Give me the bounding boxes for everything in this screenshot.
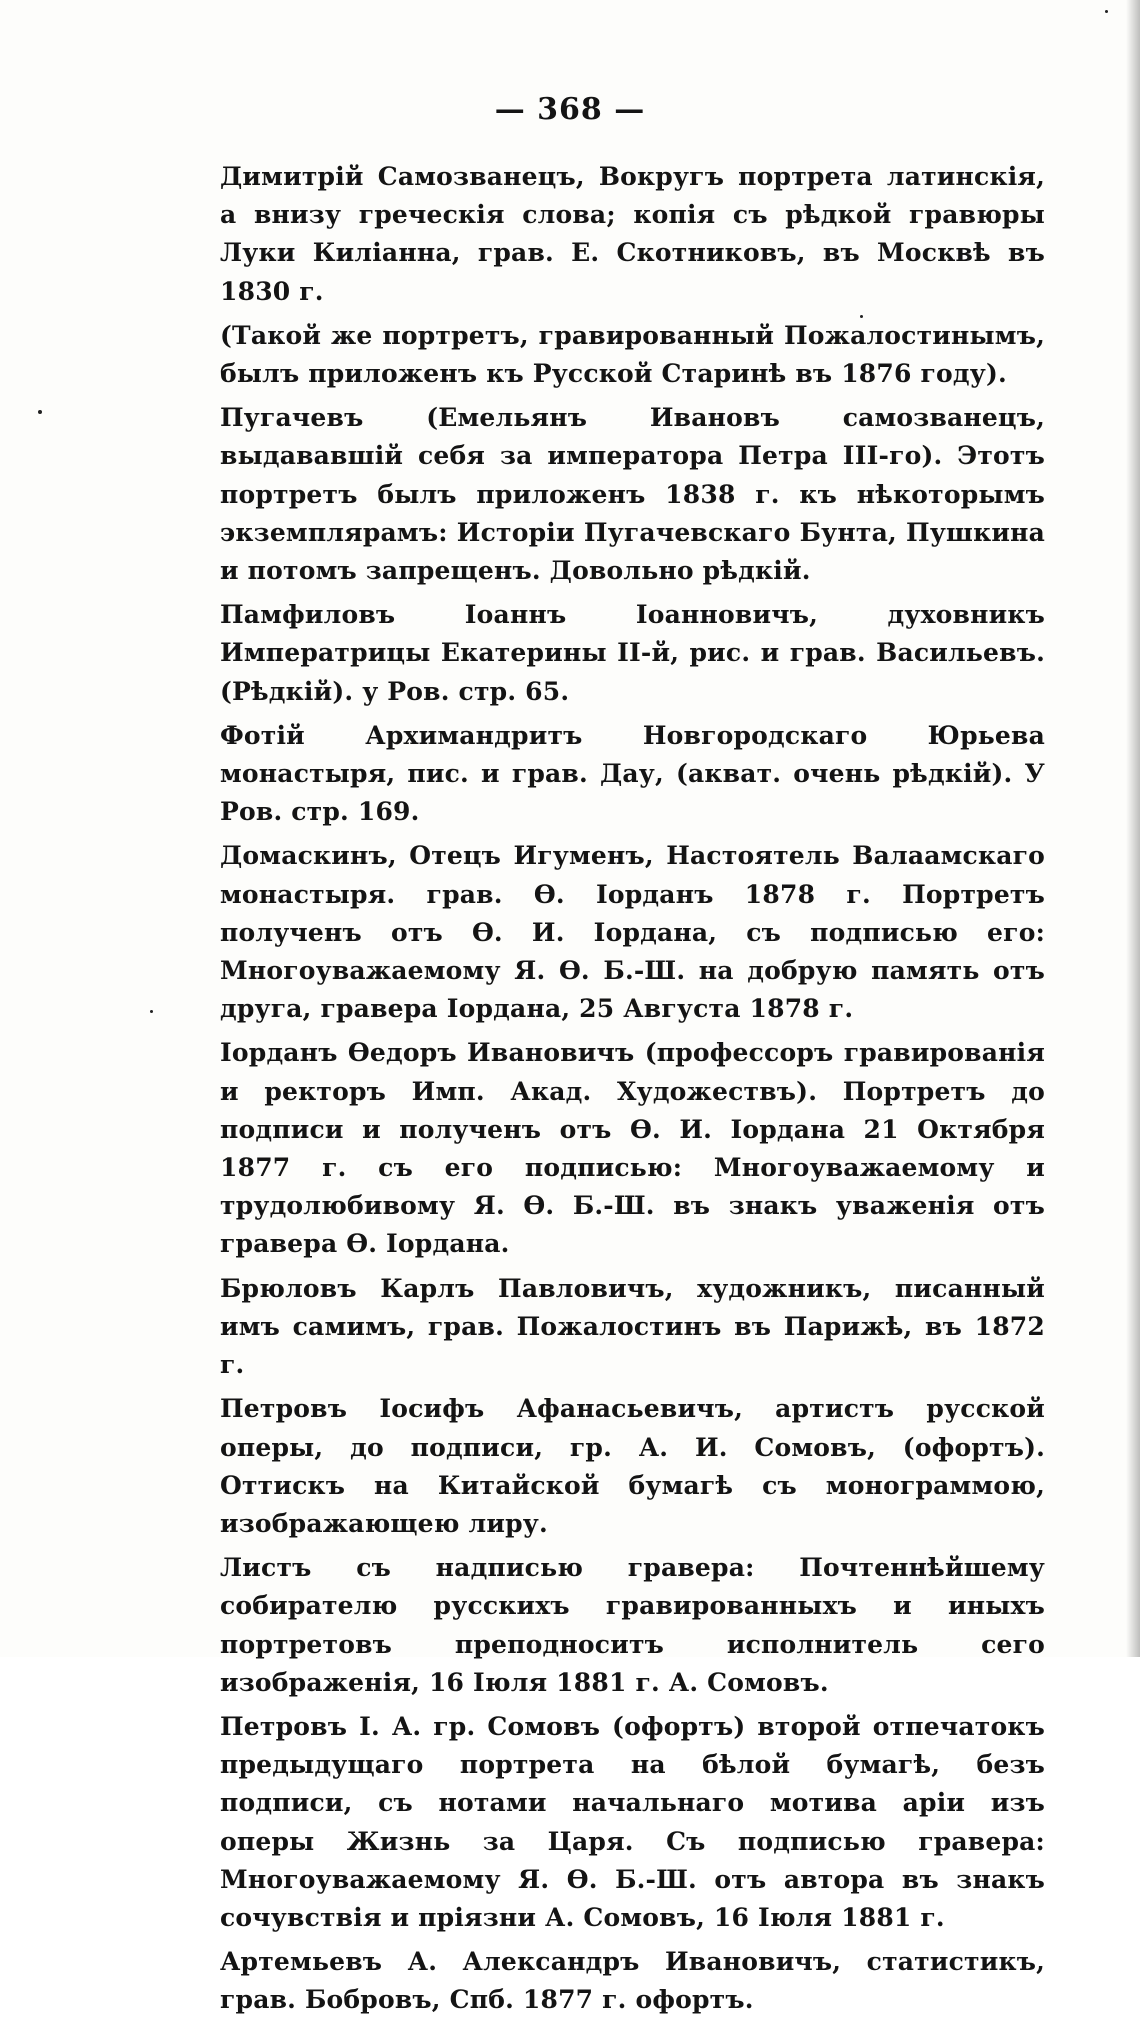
entry-name: Петровъ [220,1711,348,1741]
scan-speck [38,410,42,414]
entry-text: А. Александръ Ивановичъ, статистикъ, грав. Бобровъ, Спб. 1877 г. офортъ. [220,1947,1045,2015]
entry-name: Памфиловъ [220,600,396,630]
entry-name: Домаскинъ [220,841,388,871]
catalog-entry [220,1034,1045,1263]
catalog-entry [220,1943,1045,2019]
scan-speck [860,315,863,318]
catalog-entry [220,837,1045,1028]
catalog-entry [220,1270,1045,1385]
entry-name: Брюловъ [220,1273,357,1303]
catalog-entry [220,317,1045,393]
entry-text: Листъ съ надписью гравера: Почтеннѣйшему собирателю русскихъ гравированныхъ и иныхъ портретовъ преподноситъ исполнитель сего изображенія, 16 Іюля 1881 г. А. Сомовъ. [220,1553,1045,1697]
entry-text: Ѳедоръ Ивановичъ (профессоръ гравированія и ректоръ Имп. Акад. Художествъ). Портретъ до подписи и полученъ отъ Ѳ. И. Іордана 21 Октября 1877 г. съ его подписью: Многоуважаемому и трудолюбивому Я. Ѳ. Б.-Ш. въ знакъ уваженія отъ гравера Ѳ. Іордана. [220,1038,1045,1259]
entry-text: Іосифъ Афанасьевичъ, артистъ русской оперы, до подписи, гр. А. И. Сомовъ, (офортъ). Оттискъ на Китайской бумагѣ съ монограммою, изображающею лиру. [220,1394,1045,1538]
catalog-entry [220,717,1045,832]
entry-name: Петровъ [220,1394,348,1424]
catalog-entry [220,1390,1045,1543]
entry-name: Іорданъ [220,1038,338,1068]
entry-name: Артемьевъ [220,1947,383,1977]
entry-name: Димитрій [220,162,364,191]
page-edge-shadow [1126,0,1140,1657]
scan-speck [1105,10,1108,13]
catalog-entry [220,596,1045,711]
entry-name: Фотій [220,720,305,750]
entry-text: I. А. гр. Сомовъ (офортъ) второй отпечатокъ предыдущаго портрета на бѣлой бумагѣ, безъ подписи, съ нотами начальнаго мотива аріи изъ оперы Жизнь за Царя. Съ подписью гравера: Многоуважаемому Я. Ѳ. Б.-Ш. отъ автора въ знакъ сочувствія и пріязни А. Сомовъ, 16 Іюля 1881 г. [220,1711,1045,1932]
catalog-entry [220,399,1045,590]
entry-text: Іоаннъ Іоанновичъ, духовникъ Императрицы Екатерины II-й, рис. и грав. Васильевъ. (Рѣдкій). у Ров. стр. 65. [220,600,1045,706]
catalog-text [220,158,1045,2026]
page-number: — 368 — [494,92,646,127]
catalog-entry [220,1708,1045,1937]
catalog-entry [220,158,1045,311]
entry-text: Самозванецъ, Вокругъ портрета латинскія, а внизу греческія слова; копія съ рѣдкой гравюры Луки Киліанна, грав. Е. Скотниковъ, въ Москвѣ въ 1830 г. [220,162,1045,306]
entry-text: Архимандритъ Новгородскаго Юрьева монастыря, пис. и грав. Дау, (акват. очень рѣдкій). У Ров. стр. 169. [220,720,1045,827]
entry-text: , Отецъ Игуменъ, Настоятель Валаамскаго монастыря. грав. Ѳ. Іорданъ 1878 г. Портретъ полученъ отъ Ѳ. И. Іордана, съ подписью его: Многоуважаемому Я. Ѳ. Б.-Ш. на добрую память отъ друга, гравера Іордана, 25 Августа 1878 г. [220,841,1045,1024]
entry-text: (Такой же портретъ, гравированный Пожалостинымъ, былъ приложенъ къ Русской Старинѣ въ 1876 году). [220,320,1045,389]
entry-name: Пугачевъ [220,403,364,433]
entry-text: Карлъ Павловичъ, художникъ, писанный имъ самимъ, грав. Пожалостинъ въ Парижѣ, въ 1872 г. [220,1273,1045,1380]
catalog-entry [220,1549,1045,1702]
scan-speck [150,1010,153,1013]
entry-text: (Емельянъ Ивановъ самозванецъ, выдававшій себя за императора Петра III-го). Этотъ портретъ былъ приложенъ 1838 г. къ нѣкоторымъ экземплярамъ: Исторіи Пугачевскаго Бунта, Пушкина и потомъ запрещенъ. Довольно рѣдкій. [220,403,1045,586]
